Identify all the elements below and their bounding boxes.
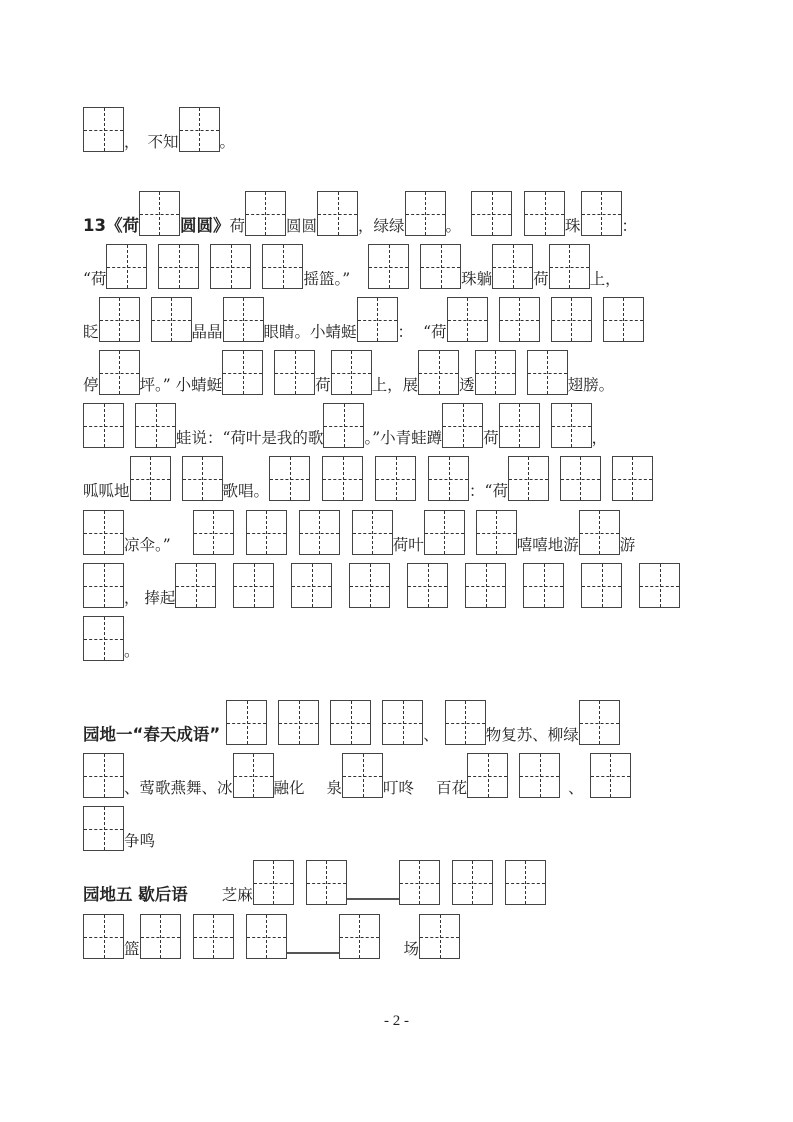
char-box[interactable] <box>368 244 409 289</box>
text: 上，展 <box>371 376 419 394</box>
text: 芝麻 <box>221 886 253 904</box>
char-box[interactable] <box>226 700 267 745</box>
text: 、 <box>423 726 439 744</box>
text: 凉伞。” <box>124 536 171 554</box>
lesson13-row-5 <box>83 400 607 448</box>
garden5-row-2 <box>83 911 460 959</box>
text: ， <box>124 133 140 151</box>
text: 晶晶 <box>191 323 223 341</box>
char-box[interactable] <box>476 510 517 555</box>
char-box[interactable] <box>322 456 363 501</box>
text: 荷叶 <box>392 536 424 554</box>
char-box[interactable] <box>83 107 124 152</box>
section-title: 园地一“春天成语” <box>83 725 221 744</box>
char-box[interactable] <box>278 700 319 745</box>
text: 。 <box>219 133 236 151</box>
text: 嘻嘻地游 <box>516 536 579 554</box>
garden1-row-2 <box>83 750 631 798</box>
char-box[interactable] <box>447 297 488 342</box>
char-box[interactable] <box>175 563 216 608</box>
char-box[interactable] <box>499 297 540 342</box>
char-box[interactable] <box>560 456 601 501</box>
char-box[interactable] <box>579 700 620 745</box>
char-box[interactable] <box>508 456 549 501</box>
text: 叮咚 <box>383 779 415 797</box>
text: 眼睛。小蜻蜓 <box>263 323 357 341</box>
char-box[interactable] <box>210 244 251 289</box>
char-box[interactable] <box>83 563 124 608</box>
char-box[interactable] <box>83 914 124 959</box>
text: 圆圆 <box>285 217 317 235</box>
char-box[interactable] <box>99 297 140 342</box>
char-box[interactable] <box>382 700 423 745</box>
char-box[interactable] <box>505 860 546 905</box>
text: 呱呱地 <box>83 482 130 500</box>
char-box[interactable] <box>418 350 459 395</box>
char-box[interactable] <box>323 403 364 448</box>
text: 争鸣 <box>124 832 156 850</box>
text: 珠 <box>565 217 581 235</box>
text: 融化 <box>273 779 305 797</box>
text: 篮 <box>124 940 140 958</box>
char-box[interactable] <box>527 350 568 395</box>
lesson13-row-3 <box>83 294 644 342</box>
char-box[interactable] <box>445 700 486 745</box>
lesson13-row-6 <box>83 453 653 501</box>
text: ：“荷 <box>469 482 508 500</box>
text: 不知 <box>147 133 179 151</box>
char-box[interactable] <box>330 700 371 745</box>
char-box[interactable] <box>590 753 631 798</box>
char-box[interactable] <box>475 350 516 395</box>
char-box[interactable] <box>223 297 264 342</box>
text: 。 <box>124 642 140 660</box>
lesson-title: 圆圆》 <box>179 216 230 235</box>
text: ， 捧起 <box>124 589 176 607</box>
text: “荷 <box>423 323 447 341</box>
garden1-row-1 <box>83 697 620 745</box>
char-box[interactable] <box>428 456 469 501</box>
char-box[interactable] <box>233 563 274 608</box>
char-box[interactable] <box>612 456 653 501</box>
text: 歌唱。 <box>222 482 270 500</box>
text: 游 <box>619 536 636 554</box>
char-box[interactable] <box>262 244 303 289</box>
char-box[interactable] <box>299 510 340 555</box>
char-box[interactable] <box>523 563 564 608</box>
char-box[interactable] <box>83 806 124 851</box>
char-box[interactable] <box>193 914 234 959</box>
char-box[interactable] <box>467 753 508 798</box>
char-box[interactable] <box>245 191 286 236</box>
text: 透 <box>459 376 475 394</box>
text: 坪。” 小蜻蜓 <box>139 376 223 394</box>
text: 荷 <box>315 376 331 394</box>
text: 停 <box>83 376 99 394</box>
char-box[interactable] <box>524 191 565 236</box>
text: “荷 <box>83 270 107 288</box>
char-box[interactable] <box>581 563 622 608</box>
char-box[interactable] <box>151 297 192 342</box>
text: 、 <box>568 779 584 797</box>
text: ， <box>591 429 608 447</box>
char-box[interactable] <box>182 456 223 501</box>
char-box[interactable] <box>603 297 644 342</box>
text: 上， <box>589 270 621 288</box>
char-box[interactable] <box>339 914 380 959</box>
char-box[interactable] <box>465 563 506 608</box>
char-box[interactable] <box>352 510 393 555</box>
text: 物复苏、柳绿 <box>485 726 579 744</box>
char-box[interactable] <box>551 403 592 448</box>
char-box[interactable] <box>452 860 493 905</box>
char-box[interactable] <box>581 191 622 236</box>
char-box[interactable] <box>551 297 592 342</box>
text: 荷 <box>229 217 245 235</box>
text: 百花 <box>436 779 468 797</box>
char-box[interactable] <box>317 191 358 236</box>
char-box[interactable] <box>179 107 220 152</box>
char-box[interactable] <box>399 860 440 905</box>
text: 翅膀。 <box>567 376 615 394</box>
char-box[interactable] <box>140 914 181 959</box>
lesson13-row-7 <box>83 507 635 555</box>
char-box[interactable] <box>375 456 416 501</box>
lesson-title: 《荷 <box>105 216 139 235</box>
char-box[interactable] <box>291 563 332 608</box>
section-title: 园地五 歇后语 <box>83 885 188 904</box>
lesson13-title-row <box>83 188 637 236</box>
char-box[interactable] <box>442 403 483 448</box>
char-box[interactable] <box>331 350 372 395</box>
char-box[interactable] <box>99 350 140 395</box>
lesson13-row-4 <box>83 347 614 395</box>
text: 摇篮。” <box>303 270 351 288</box>
char-box[interactable] <box>407 563 448 608</box>
text: 。”小青蛙蹲 <box>364 429 443 447</box>
text: 场 <box>403 940 420 958</box>
char-box[interactable] <box>83 753 124 798</box>
lesson13-row-9 <box>83 613 140 661</box>
char-box[interactable] <box>83 510 124 555</box>
char-box[interactable] <box>499 403 540 448</box>
char-box[interactable] <box>579 510 620 555</box>
lesson-number: 13 <box>83 216 106 235</box>
char-box[interactable] <box>222 350 263 395</box>
char-box[interactable] <box>357 297 398 342</box>
char-box[interactable] <box>342 753 383 798</box>
char-box[interactable] <box>424 510 465 555</box>
char-box[interactable] <box>246 510 287 555</box>
text: 。 <box>445 217 462 235</box>
text: 珠躺 <box>461 270 493 288</box>
text: 、莺歌燕舞、冰 <box>124 779 233 797</box>
char-box[interactable] <box>405 191 446 236</box>
lesson13-row-2 <box>83 241 621 289</box>
text: 眨 <box>83 323 99 341</box>
page-number: - 2 - <box>384 1013 409 1029</box>
char-box[interactable] <box>306 860 347 905</box>
char-box[interactable] <box>549 244 590 289</box>
char-box[interactable] <box>130 456 171 501</box>
char-box[interactable] <box>83 403 124 448</box>
char-box[interactable] <box>639 563 680 608</box>
char-box[interactable] <box>158 244 199 289</box>
char-box[interactable] <box>135 403 176 448</box>
char-box[interactable] <box>193 510 234 555</box>
garden5-row-1 <box>83 857 546 905</box>
char-box[interactable] <box>106 244 147 289</box>
char-box[interactable] <box>253 860 294 905</box>
char-box[interactable] <box>83 616 124 661</box>
text: ，绿绿 <box>358 217 405 235</box>
char-box[interactable] <box>420 244 461 289</box>
dash-line <box>347 898 399 900</box>
char-box[interactable] <box>139 191 180 236</box>
text: 荷 <box>483 429 499 447</box>
garden1-row-3 <box>83 803 155 851</box>
text: 蛙说：“荷叶是我的歌 <box>176 429 324 447</box>
char-box[interactable] <box>274 350 315 395</box>
char-box[interactable] <box>269 456 310 501</box>
text: ： <box>621 217 638 235</box>
row-0 <box>83 104 235 152</box>
text: ： <box>397 323 414 341</box>
char-box[interactable] <box>519 753 560 798</box>
char-box[interactable] <box>419 914 460 959</box>
text: 泉 <box>326 779 343 797</box>
lesson13-row-8 <box>83 560 680 608</box>
text: 荷 <box>533 270 549 288</box>
char-box[interactable] <box>233 753 274 798</box>
char-box[interactable] <box>492 244 533 289</box>
dash-line <box>287 952 339 954</box>
char-box[interactable] <box>349 563 390 608</box>
char-box[interactable] <box>471 191 512 236</box>
char-box[interactable] <box>246 914 287 959</box>
